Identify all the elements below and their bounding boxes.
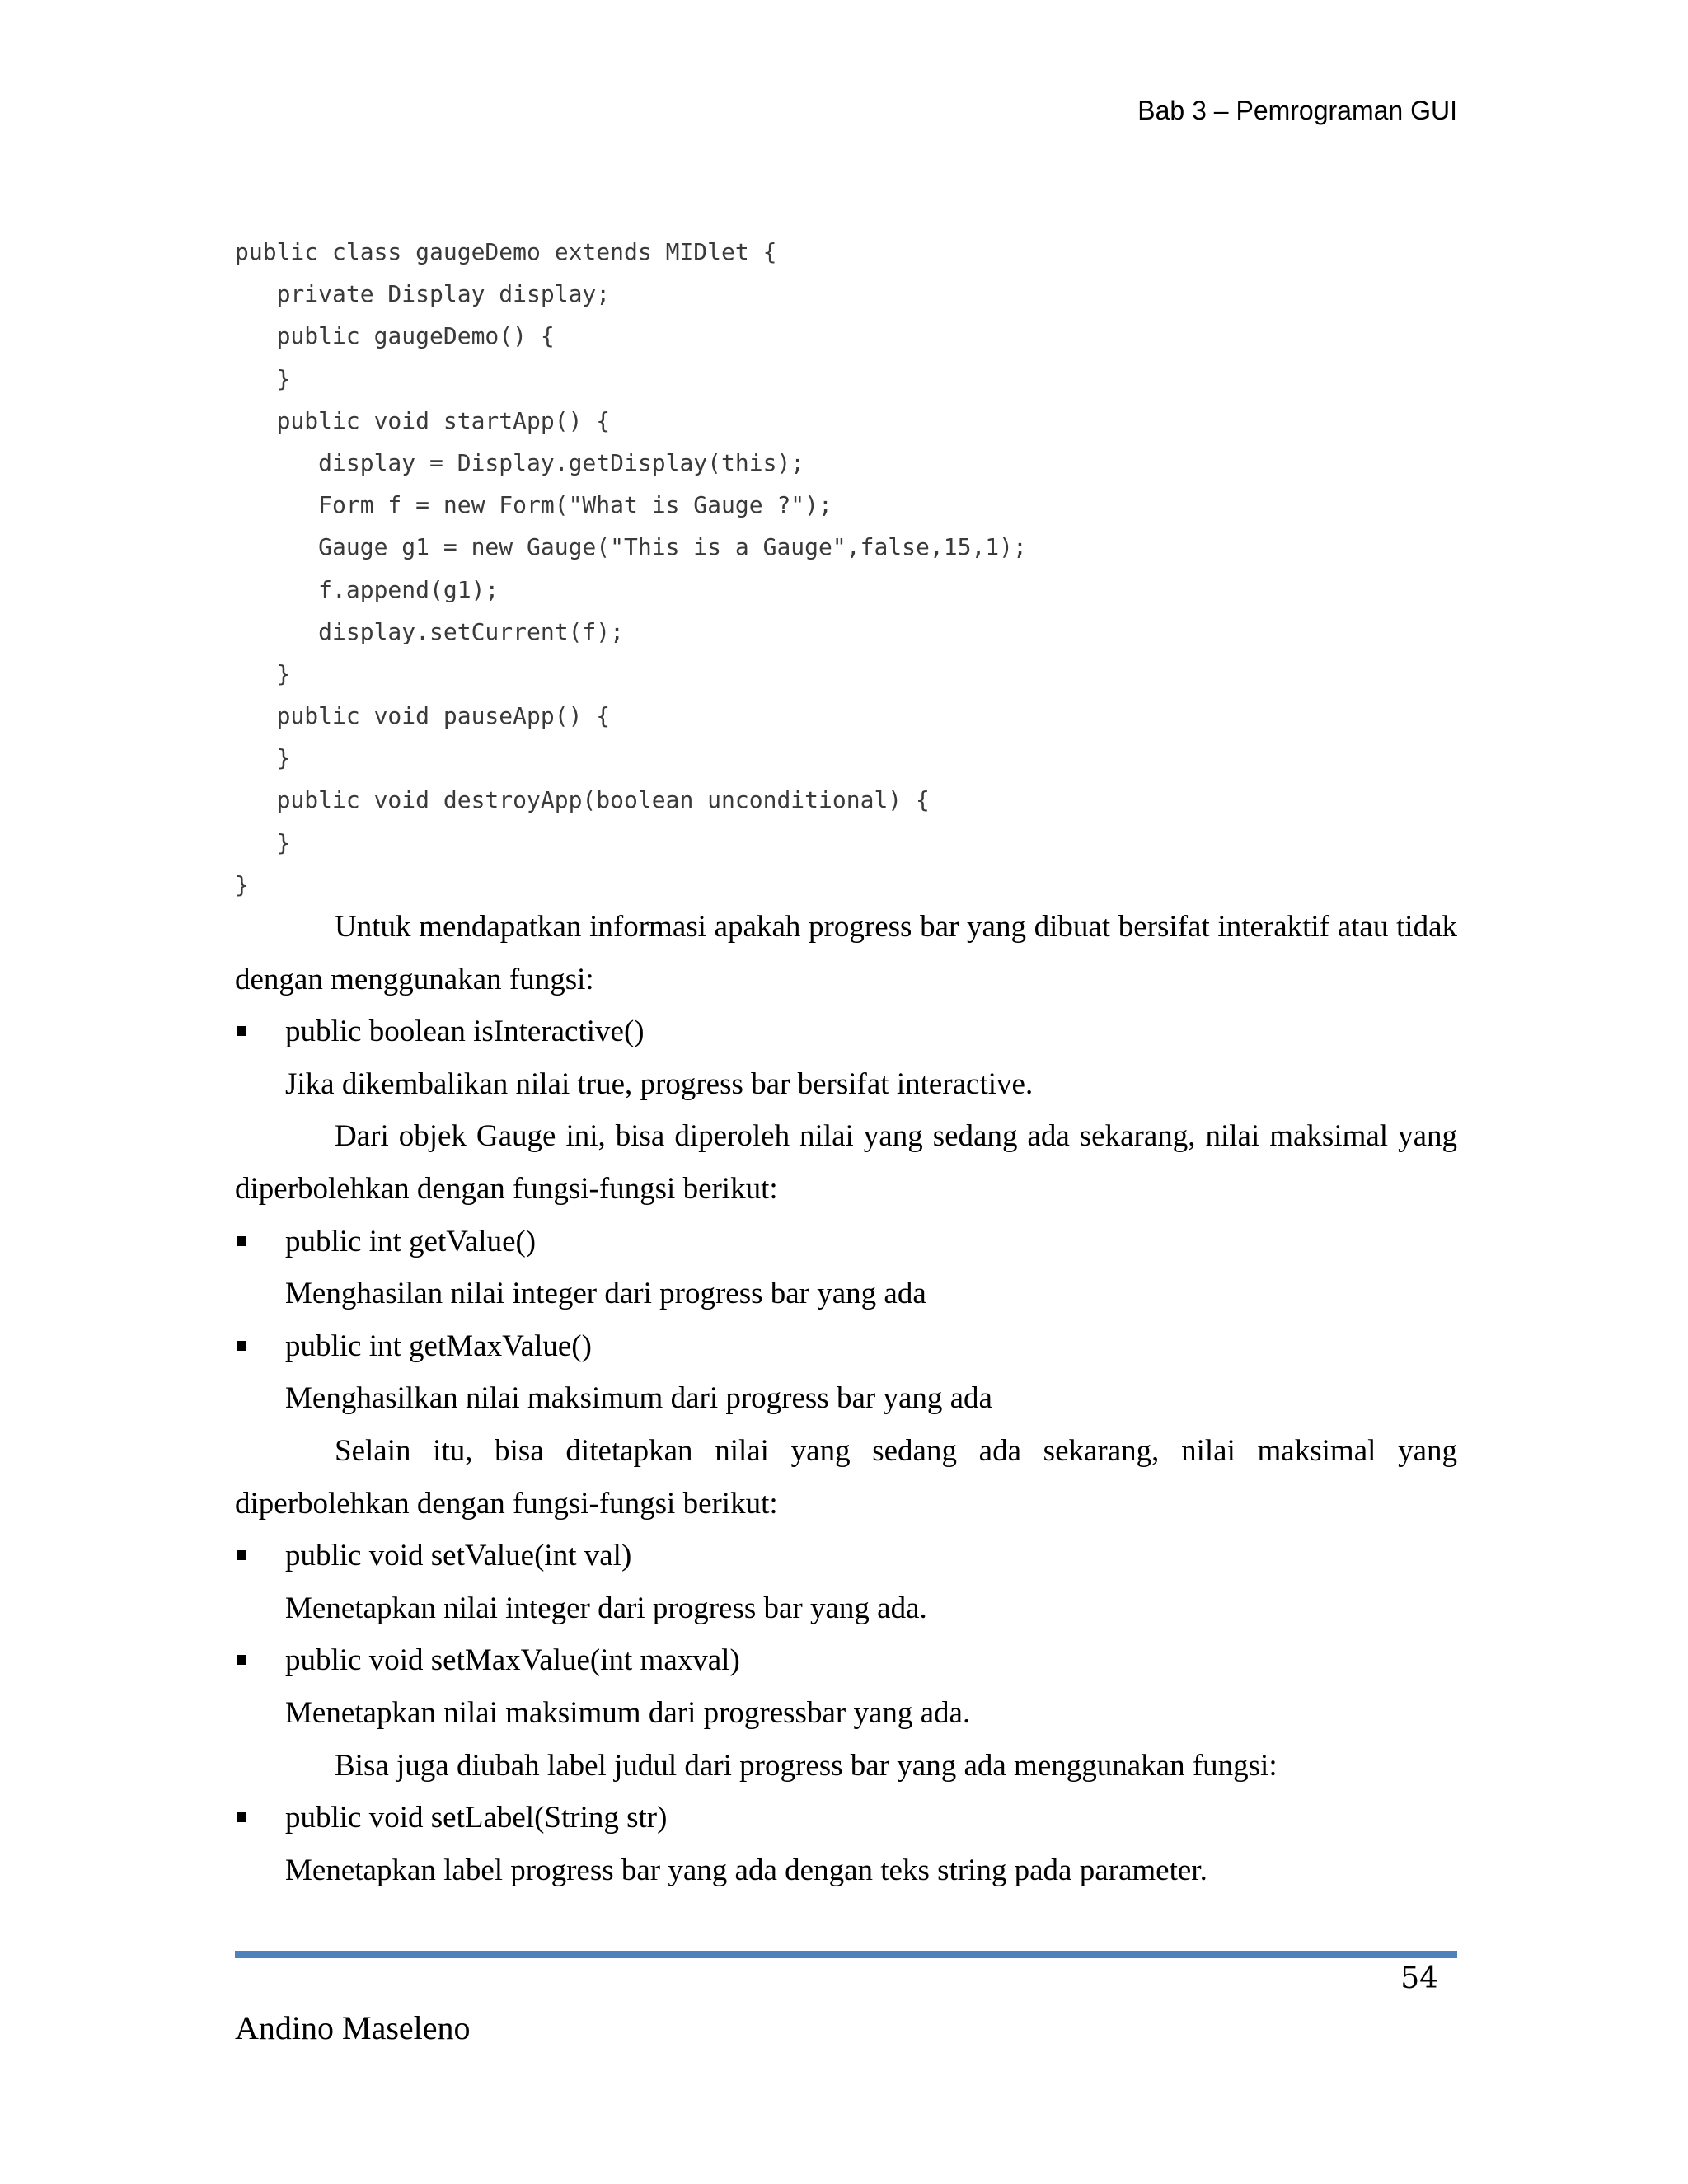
code-line: display = Display.getDisplay(this); [235,448,805,476]
code-line: Gauge g1 = new Gauge("This is a Gauge",false,15,1); [235,533,1027,561]
code-line: } [235,364,291,392]
method-description: Menetapkan nilai integer dari progress bar yang ada. [285,1591,927,1625]
method-description: Menetapkan label progress bar yang ada dengan teks string pada parameter. [285,1853,1207,1887]
paragraph-isinteractive-intro: Untuk mendapatkan informasi apakah progress bar yang dibuat bersifat interaktif atau tidak dengan menggunakan fungsi: [235,910,1457,996]
method-description: Menghasilan nilai integer dari progress bar yang ada [285,1277,926,1311]
bullet-setvalue [235,1530,1457,1582]
method-signature: public void setMaxValue(int maxval) [285,1643,740,1678]
code-line: } [235,828,291,856]
bullet-setlabel [235,1792,1457,1844]
footer-rule [235,1951,1457,1958]
code-line: public class gaugeDemo extends MIDlet { [235,238,777,265]
author-name: Andino Maseleno [235,2009,471,2046]
square-bullet-icon [237,1550,246,1560]
page-header: Bab 3 – Pemrograman GUI [1137,96,1457,125]
paragraph-setters-intro: Selain itu, bisa ditetapkan nilai yang sedang ada sekarang, nilai maksimal yang diperbolehkan dengan fungsi-fungsi berikut: [235,1433,1457,1521]
bullet-setmaxvalue [235,1634,1457,1687]
method-signature: public int getValue() [285,1224,537,1258]
code-line: display.setCurrent(f); [235,617,625,645]
bullet-isinteractive [235,1005,1457,1058]
method-signature: public int getMaxValue() [285,1329,592,1363]
method-signature: public void setLabel(String str) [285,1801,668,1835]
code-line: Form f = new Form("What is Gauge ?"); [235,491,832,519]
method-signature: public boolean isInteractive() [285,1015,645,1049]
method-signature: public void setValue(int val) [285,1539,632,1573]
method-description: Jika dikembalikan nilai true, progress bar bersifat interactive. [285,1066,1034,1101]
bullet-getmaxvalue [235,1320,1457,1373]
code-line: public gaugeDemo() { [235,322,555,350]
square-bullet-icon [237,1341,246,1351]
method-description: Menetapkan nilai maksimum dari progressbar yang ada. [285,1695,971,1730]
paragraph-setlabel-intro: Bisa juga diubah label judul dari progress bar yang ada menggunakan fungsi: [335,1748,1278,1783]
square-bullet-icon [237,1026,246,1036]
code-line: } [235,659,291,687]
square-bullet-icon [237,1812,246,1822]
code-line: public void startApp() { [235,406,611,434]
code-line: f.append(g1); [235,575,499,603]
code-line: public void destroyApp(boolean unconditional) { [235,786,930,814]
body-text [235,901,1457,1896]
paragraph-getters-intro: Dari objek Gauge ini, bisa diperoleh nilai yang sedang ada sekarang, nilai maksimal yang diperbolehkan dengan fungsi-fungsi berikut: [235,1119,1457,1206]
bullet-getvalue [235,1216,1457,1268]
page-number: 54 [1400,1961,1438,1995]
code-line: } [235,744,291,772]
code-line: public void pauseApp() { [235,702,611,730]
code-line: } [235,870,249,898]
method-description: Menghasilkan nilai maksimum dari progress bar yang ada [285,1381,992,1416]
square-bullet-icon [237,1655,246,1665]
code-block [235,231,1027,906]
code-line: private Display display; [235,280,611,308]
square-bullet-icon [237,1236,246,1246]
